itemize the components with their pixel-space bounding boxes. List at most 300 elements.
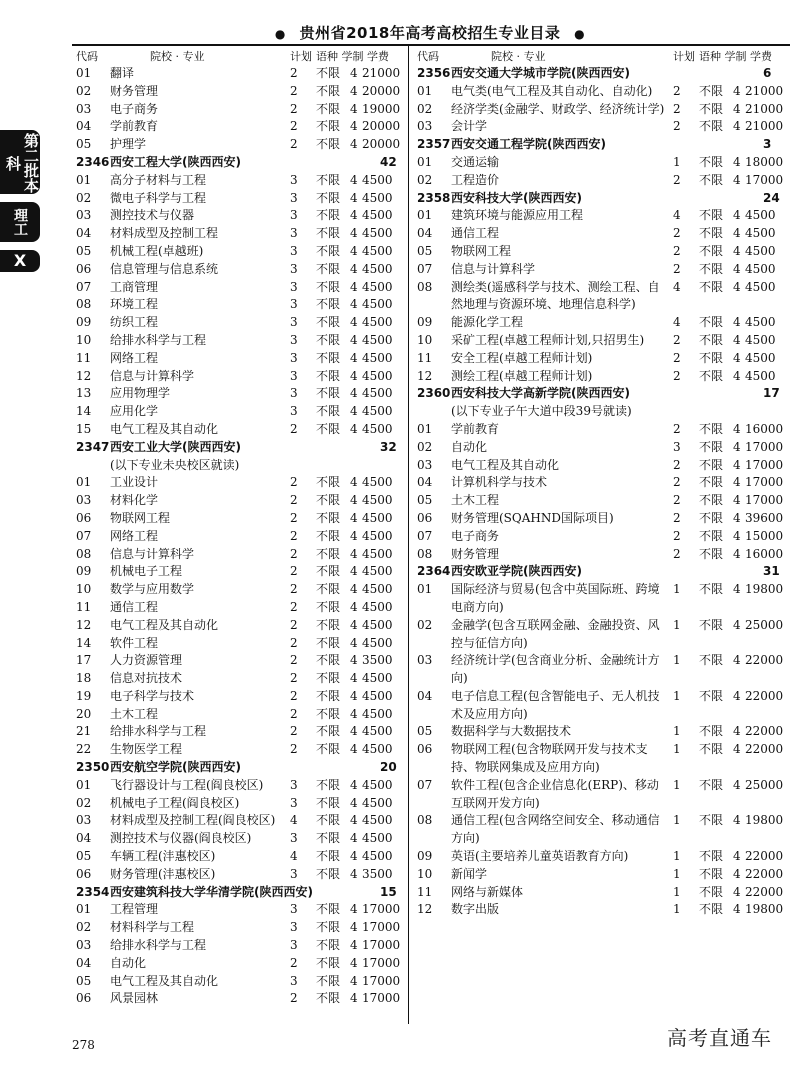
cell-years: 4	[350, 66, 358, 80]
school-row	[417, 563, 789, 581]
cell-plan: 3	[290, 938, 298, 953]
major-row	[76, 670, 406, 688]
cell-lang: 不限	[699, 813, 724, 828]
cell-plan: 2	[290, 493, 298, 508]
cell-code: 09	[417, 315, 433, 330]
cell-years: 4	[733, 261, 741, 276]
cell-plan: 4	[673, 279, 681, 294]
major-row	[417, 118, 789, 136]
cell-name: 工程管理	[110, 902, 159, 917]
cell-code: 17	[76, 653, 92, 668]
cell-name: 飞行器设计与工程(阎良校区)	[110, 777, 264, 792]
cell-name: 自动化	[110, 955, 147, 970]
major-row	[76, 510, 406, 528]
major-row	[76, 866, 406, 884]
cell-code: 07	[76, 528, 92, 543]
header-rest: 语种 学制 学费	[316, 49, 389, 63]
cell-lang: 不限	[699, 439, 724, 454]
cell-code: 06	[76, 866, 92, 881]
cell-fee: 19800	[745, 813, 784, 828]
cell-name: (以下专业未央校区就读)	[110, 457, 240, 472]
cell-fee: 39600	[745, 510, 784, 525]
cell-plan: 3	[290, 208, 298, 223]
cell-plan: 3	[673, 439, 681, 454]
cell-name: 西安欧亚学院(陕西西安)	[451, 564, 582, 579]
cell-name: 通信工程	[110, 599, 159, 614]
cell-name: 材料成型及控制工程(阎良校区)	[110, 813, 276, 828]
cell-name: 测绘工程(卓越工程师计划)	[451, 368, 593, 383]
major-row	[417, 172, 789, 190]
cell-name: 环境工程	[110, 297, 159, 312]
cell-lang: 不限	[699, 884, 724, 899]
cell-code: 01	[76, 66, 92, 80]
cell-code: 05	[417, 493, 433, 508]
cell-name: 信息与计算科学	[110, 368, 195, 383]
major-row	[76, 385, 406, 403]
header-plan: 计划	[290, 49, 312, 63]
cell-code: 10	[76, 582, 92, 597]
cell-fee: 4500	[745, 208, 776, 223]
cell-years: 4	[350, 671, 358, 686]
cell-plan: 17	[763, 386, 780, 401]
cell-lang: 不限	[316, 208, 341, 223]
major-row	[76, 741, 406, 759]
major-row	[76, 83, 406, 101]
major-row	[417, 83, 789, 101]
cell-name: 软件工程	[110, 635, 159, 650]
cell-fee: 21000	[745, 101, 784, 116]
cell-lang: 不限	[699, 243, 724, 258]
cell-years: 4	[733, 724, 741, 739]
cell-lang: 不限	[316, 938, 341, 953]
cell-plan: 3	[290, 973, 298, 988]
cell-fee: 17000	[745, 439, 784, 454]
cell-code: 06	[76, 261, 92, 276]
cell-lang: 不限	[316, 724, 341, 739]
cell-years: 4	[350, 226, 358, 241]
cell-plan: 3	[290, 386, 298, 401]
major-row	[76, 368, 406, 386]
cell-lang: 不限	[699, 83, 724, 98]
cell-name: 学前教育	[110, 119, 159, 134]
cell-years: 4	[350, 332, 358, 347]
cell-name: 电气类(电气工程及其自动化、自动化)	[451, 83, 653, 98]
cell-code: 09	[76, 564, 92, 579]
cell-name: 翻译	[110, 66, 135, 80]
cell-plan: 2	[673, 457, 681, 472]
cell-lang: 不限	[699, 261, 724, 276]
major-row	[76, 118, 406, 136]
major-row	[76, 652, 406, 670]
cell-code: 14	[76, 635, 92, 650]
cell-years: 4	[350, 955, 358, 970]
cell-name: 电子科学与技术	[110, 688, 195, 703]
cell-code: 01	[417, 83, 433, 98]
major-row	[417, 439, 789, 457]
cell-plan: 3	[290, 226, 298, 241]
cell-fee: 4500	[362, 546, 393, 561]
cell-years: 4	[350, 991, 358, 1006]
major-row	[76, 901, 406, 919]
cell-name: 网络工程	[110, 350, 159, 365]
major-row	[76, 617, 406, 635]
cell-years: 4	[733, 332, 741, 347]
cell-lang: 不限	[316, 866, 341, 881]
cell-lang: 不限	[316, 671, 341, 686]
cell-fee: 4500	[362, 243, 393, 258]
cell-code: 03	[417, 653, 433, 668]
cell-fee: 22000	[745, 884, 784, 899]
major-row	[417, 741, 789, 777]
cell-name: 工业设计	[110, 475, 159, 490]
cell-fee: 17000	[362, 955, 401, 970]
cell-code: 02	[417, 439, 433, 454]
cell-plan: 2	[290, 83, 298, 98]
cell-fee: 17000	[362, 902, 401, 917]
cell-lang: 不限	[316, 831, 341, 846]
cell-code: 12	[76, 617, 92, 632]
cell-lang: 不限	[699, 546, 724, 561]
cell-plan: 2	[290, 617, 298, 632]
header-code: 代码	[76, 49, 98, 63]
major-row	[417, 101, 789, 119]
major-row	[417, 207, 789, 225]
cell-plan: 2	[673, 119, 681, 134]
header-rest: 语种 学制 学费	[699, 49, 772, 63]
cell-plan: 2	[290, 66, 298, 80]
cell-fee: 4500	[745, 226, 776, 241]
major-row	[417, 866, 789, 884]
cell-plan: 2	[290, 742, 298, 757]
major-row	[76, 777, 406, 795]
cell-name: 信息与计算科学	[451, 261, 536, 276]
cell-lang: 不限	[316, 635, 341, 650]
cell-fee: 4500	[362, 599, 393, 614]
cell-name: 电气工程及其自动化	[110, 421, 219, 436]
major-row	[417, 777, 789, 813]
cell-fee: 25000	[745, 617, 784, 632]
major-row	[76, 973, 406, 991]
cell-lang: 不限	[699, 350, 724, 365]
major-row	[417, 581, 789, 617]
cell-code: 15	[76, 421, 92, 436]
cell-lang: 不限	[316, 297, 341, 312]
cell-code: 10	[76, 332, 92, 347]
cell-years: 4	[350, 510, 358, 525]
cell-name: 经济统计学(包含商业分析、金融统计方向)	[451, 653, 660, 686]
cell-lang: 不限	[316, 688, 341, 703]
cell-name: 机械工程(卓越班)	[110, 243, 204, 258]
cell-lang: 不限	[316, 653, 341, 668]
cell-name: 财务管理(SQAHND国际项目)	[451, 510, 614, 525]
major-row	[76, 688, 406, 706]
cell-code: 11	[76, 350, 92, 365]
cell-years: 4	[733, 226, 741, 241]
cell-lang: 不限	[699, 279, 724, 294]
cell-plan: 2	[290, 582, 298, 597]
major-row	[417, 617, 789, 653]
cell-years: 4	[350, 119, 358, 134]
cell-fee: 4500	[362, 386, 393, 401]
cell-plan: 1	[673, 724, 681, 739]
side-tab-letter: X	[0, 250, 40, 272]
cell-lang: 不限	[699, 742, 724, 757]
major-row	[76, 296, 406, 314]
note-row	[76, 457, 406, 475]
cell-name: 土木工程	[451, 493, 500, 508]
cell-years: 4	[350, 777, 358, 792]
cell-code: 04	[417, 475, 433, 490]
cell-fee: 22000	[745, 724, 784, 739]
cell-name: 自动化	[451, 439, 488, 454]
header-code: 代码	[417, 49, 439, 63]
cell-fee: 4500	[362, 350, 393, 365]
cell-years: 4	[350, 172, 358, 187]
cell-lang: 不限	[699, 315, 724, 330]
cell-plan: 2	[290, 671, 298, 686]
cell-years: 4	[350, 973, 358, 988]
cell-code: 2346	[76, 154, 110, 169]
cell-years: 4	[350, 902, 358, 917]
cell-lang: 不限	[699, 510, 724, 525]
cell-lang: 不限	[316, 813, 341, 828]
cell-code: 10	[417, 332, 433, 347]
cell-plan: 3	[290, 243, 298, 258]
cell-lang: 不限	[699, 617, 724, 632]
cell-plan: 3	[290, 332, 298, 347]
cell-plan: 15	[380, 884, 397, 899]
cell-name: 计算机科学与技术	[451, 475, 548, 490]
cell-fee: 20000	[362, 83, 401, 98]
cell-code: 05	[76, 137, 92, 152]
cell-fee: 17000	[745, 493, 784, 508]
cell-years: 4	[350, 475, 358, 490]
cell-plan: 2	[673, 475, 681, 490]
cell-lang: 不限	[316, 546, 341, 561]
cell-lang: 不限	[316, 101, 341, 116]
page-number: 278	[72, 1038, 95, 1052]
cell-years: 4	[733, 172, 741, 187]
cell-plan: 2	[290, 475, 298, 490]
cell-years: 4	[733, 368, 741, 383]
cell-code: 01	[417, 154, 433, 169]
cell-name: 西安航空学院(陕西西安)	[110, 760, 241, 775]
cell-code: 08	[417, 813, 433, 828]
cell-lang: 不限	[316, 332, 341, 347]
cell-years: 4	[350, 831, 358, 846]
major-row	[76, 955, 406, 973]
cell-plan: 2	[673, 261, 681, 276]
side-tabs	[0, 130, 46, 280]
cell-fee: 4500	[362, 671, 393, 686]
cell-years: 4	[733, 243, 741, 258]
cell-fee: 18000	[745, 154, 784, 169]
cell-plan: 2	[673, 528, 681, 543]
cell-plan: 2	[290, 706, 298, 721]
cell-plan: 2	[673, 332, 681, 347]
cell-code: 01	[76, 475, 92, 490]
cell-code: 07	[417, 528, 433, 543]
cell-name: 西安建筑科技大学华清学院(陕西西安)	[110, 884, 313, 899]
cell-name: 西安交通工程学院(陕西西安)	[451, 137, 606, 152]
cell-lang: 不限	[316, 368, 341, 383]
cell-code: 03	[417, 119, 433, 134]
side-tab-batch: 第二批本科	[0, 130, 40, 194]
school-row	[417, 385, 789, 403]
major-row	[417, 474, 789, 492]
cell-lang: 不限	[699, 777, 724, 792]
cell-name: 机械电子工程	[110, 564, 183, 579]
cell-years: 4	[350, 297, 358, 312]
cell-fee: 20000	[362, 137, 401, 152]
major-row	[417, 723, 789, 741]
major-row	[76, 990, 406, 1008]
cell-lang: 不限	[699, 849, 724, 864]
cell-years: 4	[350, 404, 358, 419]
cell-code: 02	[417, 172, 433, 187]
cell-fee: 4500	[362, 742, 393, 757]
cell-years: 4	[733, 457, 741, 472]
major-row	[76, 225, 406, 243]
major-row	[76, 528, 406, 546]
cell-code: 11	[417, 884, 433, 899]
major-row	[76, 599, 406, 617]
cell-lang: 不限	[316, 190, 341, 205]
cell-years: 4	[733, 742, 741, 757]
cell-name: 电气工程及其自动化	[451, 457, 560, 472]
cell-name: 材料科学与工程	[110, 920, 195, 935]
cell-fee: 19800	[745, 902, 784, 917]
cell-plan: 3	[290, 866, 298, 881]
cell-plan: 2	[673, 546, 681, 561]
major-row	[76, 332, 406, 350]
column-divider	[408, 46, 409, 1024]
cell-name: 测控技术与仪器(阎良校区)	[110, 831, 252, 846]
cell-code: 05	[76, 973, 92, 988]
cell-lang: 不限	[699, 866, 724, 881]
cell-name: 数学与应用数学	[110, 582, 195, 597]
cell-fee: 4500	[362, 226, 393, 241]
cell-name: 能源化学工程	[451, 315, 524, 330]
cell-fee: 4500	[362, 261, 393, 276]
cell-plan: 2	[290, 421, 298, 436]
cell-name: 财务管理	[451, 546, 500, 561]
cell-code: 06	[76, 510, 92, 525]
cell-years: 4	[350, 101, 358, 116]
cell-years: 4	[733, 83, 741, 98]
cell-code: 07	[76, 279, 92, 294]
major-row	[417, 243, 789, 261]
cell-code: 12	[76, 368, 92, 383]
cell-lang: 不限	[316, 386, 341, 401]
major-row	[76, 314, 406, 332]
cell-plan: 2	[673, 368, 681, 383]
cell-code: 11	[76, 599, 92, 614]
cell-name: 人力资源管理	[110, 653, 183, 668]
cell-code: 01	[76, 777, 92, 792]
cell-name: 英语(主要培养儿童英语教育方向)	[451, 849, 629, 864]
cell-lang: 不限	[316, 955, 341, 970]
cell-name: 西安科技大学(陕西西安)	[451, 190, 582, 205]
major-row	[417, 652, 789, 688]
cell-fee: 19000	[362, 101, 401, 116]
cell-code: 20	[76, 706, 92, 721]
cell-code: 08	[76, 546, 92, 561]
cell-lang: 不限	[699, 154, 724, 169]
cell-lang: 不限	[699, 172, 724, 187]
cell-plan: 3	[290, 795, 298, 810]
major-row	[76, 706, 406, 724]
cell-fee: 4500	[362, 172, 393, 187]
cell-years: 4	[350, 350, 358, 365]
major-row	[76, 172, 406, 190]
cell-lang: 不限	[699, 226, 724, 241]
cell-name: 经济学类(金融学、财政学、经济统计学)	[451, 101, 665, 116]
cell-plan: 2	[673, 421, 681, 436]
cell-plan: 3	[290, 172, 298, 187]
cell-years: 4	[350, 635, 358, 650]
cell-years: 4	[350, 617, 358, 632]
cell-fee: 21000	[745, 83, 784, 98]
cell-name: 工商管理	[110, 279, 159, 294]
cell-fee: 4500	[362, 813, 393, 828]
cell-plan: 2	[290, 119, 298, 134]
cell-years: 4	[350, 261, 358, 276]
cell-lang: 不限	[699, 688, 724, 703]
cell-years: 4	[733, 653, 741, 668]
cell-fee: 25000	[745, 777, 784, 792]
cell-name: 高分子材料与工程	[110, 172, 207, 187]
cell-fee: 4500	[362, 617, 393, 632]
cell-plan: 3	[290, 831, 298, 846]
major-row	[417, 528, 789, 546]
major-row	[417, 688, 789, 724]
cell-fee: 22000	[745, 742, 784, 757]
cell-fee: 22000	[745, 688, 784, 703]
cell-years: 4	[733, 528, 741, 543]
major-row	[76, 261, 406, 279]
cell-years: 4	[350, 421, 358, 436]
cell-code: 04	[76, 831, 92, 846]
cell-code: 04	[417, 226, 433, 241]
cell-code: 03	[76, 493, 92, 508]
header-name: 院校 · 专业	[150, 49, 205, 63]
cell-lang: 不限	[316, 706, 341, 721]
cell-fee: 4500	[362, 421, 393, 436]
major-row	[76, 101, 406, 119]
cell-lang: 不限	[316, 137, 341, 152]
cell-fee: 4500	[745, 350, 776, 365]
cell-plan: 3	[290, 261, 298, 276]
cell-code: 05	[76, 849, 92, 864]
cell-fee: 4500	[362, 297, 393, 312]
cell-lang: 不限	[316, 261, 341, 276]
cell-fee: 4500	[362, 279, 393, 294]
cell-name: 采矿工程(卓越工程师计划,只招男生)	[451, 332, 645, 347]
cell-code: 05	[76, 243, 92, 258]
cell-fee: 4500	[745, 279, 776, 294]
cell-plan: 32	[380, 439, 397, 454]
cell-name: 通信工程(包含网络空间安全、移动通信方向)	[451, 813, 660, 846]
cell-fee: 4500	[362, 510, 393, 525]
cell-years: 4	[733, 119, 741, 134]
cell-years: 4	[350, 938, 358, 953]
cell-years: 4	[350, 208, 358, 223]
cell-name: 生物医学工程	[110, 742, 183, 757]
cell-code: 05	[417, 243, 433, 258]
cell-name: 给排水科学与工程	[110, 332, 207, 347]
cell-years: 4	[733, 493, 741, 508]
